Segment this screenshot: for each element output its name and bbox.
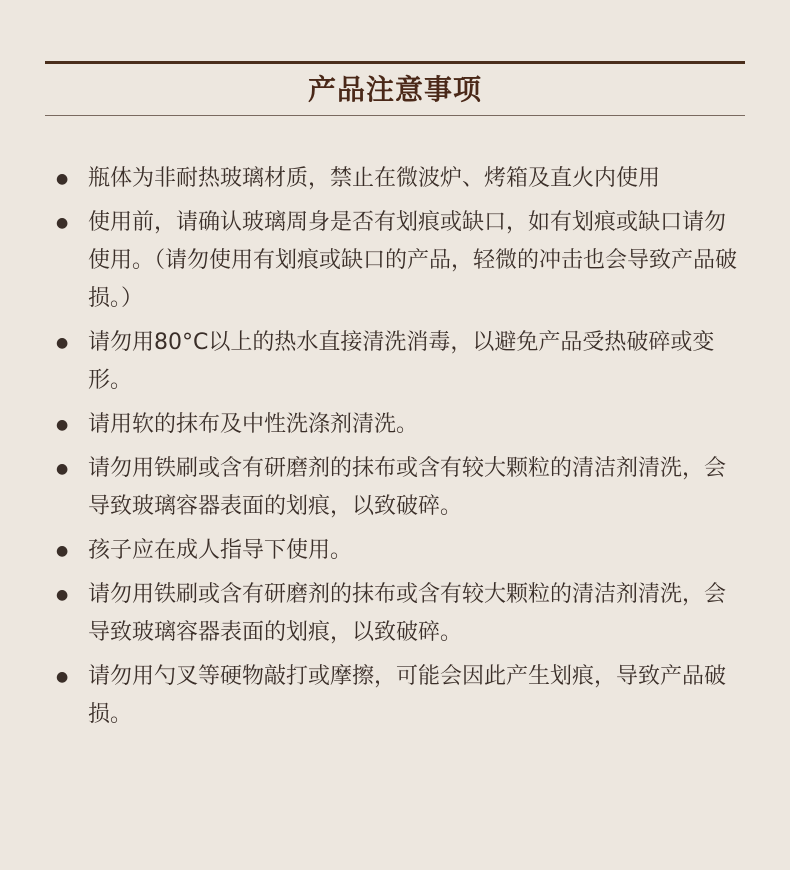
note-text: 请勿用铁刷或含有研磨剂的抹布或含有较大颗粒的清洁剂清洗，会导致玻璃容器表面的划痕，以致破碎。 xyxy=(88,456,727,519)
bullet-icon: ● xyxy=(56,335,69,351)
bullet-icon: ● xyxy=(56,461,69,477)
note-item xyxy=(56,576,746,652)
bullet-icon: ● xyxy=(56,669,69,685)
note-item xyxy=(56,204,746,318)
note-item xyxy=(56,324,746,400)
note-item xyxy=(56,532,746,570)
note-item xyxy=(56,658,746,734)
bullet-icon: ● xyxy=(56,543,69,559)
note-text: 孩子应在成人指导下使用。 xyxy=(88,538,353,563)
title-bottom-rule xyxy=(45,115,745,116)
bullet-icon: ● xyxy=(56,587,69,603)
note-item xyxy=(56,406,746,444)
note-text: 请用软的抹布及中性洗涤剂清洗。 xyxy=(88,412,419,437)
note-text: 瓶体为非耐热玻璃材质，禁止在微波炉、烤箱及直火内使用 xyxy=(88,166,661,191)
note-text: 请勿用铁刷或含有研磨剂的抹布或含有较大颗粒的清洁剂清洗，会导致玻璃容器表面的划痕，以致破碎。 xyxy=(88,582,727,645)
notes-list xyxy=(56,160,746,734)
note-text: 请勿用勺叉等硬物敲打或摩擦，可能会因此产生划痕，导致产品破损。 xyxy=(88,664,727,727)
page-title: 产品注意事项 xyxy=(307,73,482,106)
bullet-icon: ● xyxy=(56,417,69,433)
note-text: 使用前，请确认玻璃周身是否有划痕或缺口，如有划痕或缺口请勿使用。（请勿使用有划痕或缺口的产品，轻微的冲击也会导致产品破损。） xyxy=(88,210,738,311)
note-item xyxy=(56,450,746,526)
bullet-icon: ● xyxy=(56,171,69,187)
title-top-rule xyxy=(45,61,745,64)
note-text: 请勿用80°C以上的热水直接清洗消毒，以避免产品受热破碎或变形。 xyxy=(88,330,715,393)
bullet-icon: ● xyxy=(56,215,69,231)
note-item xyxy=(56,160,746,198)
